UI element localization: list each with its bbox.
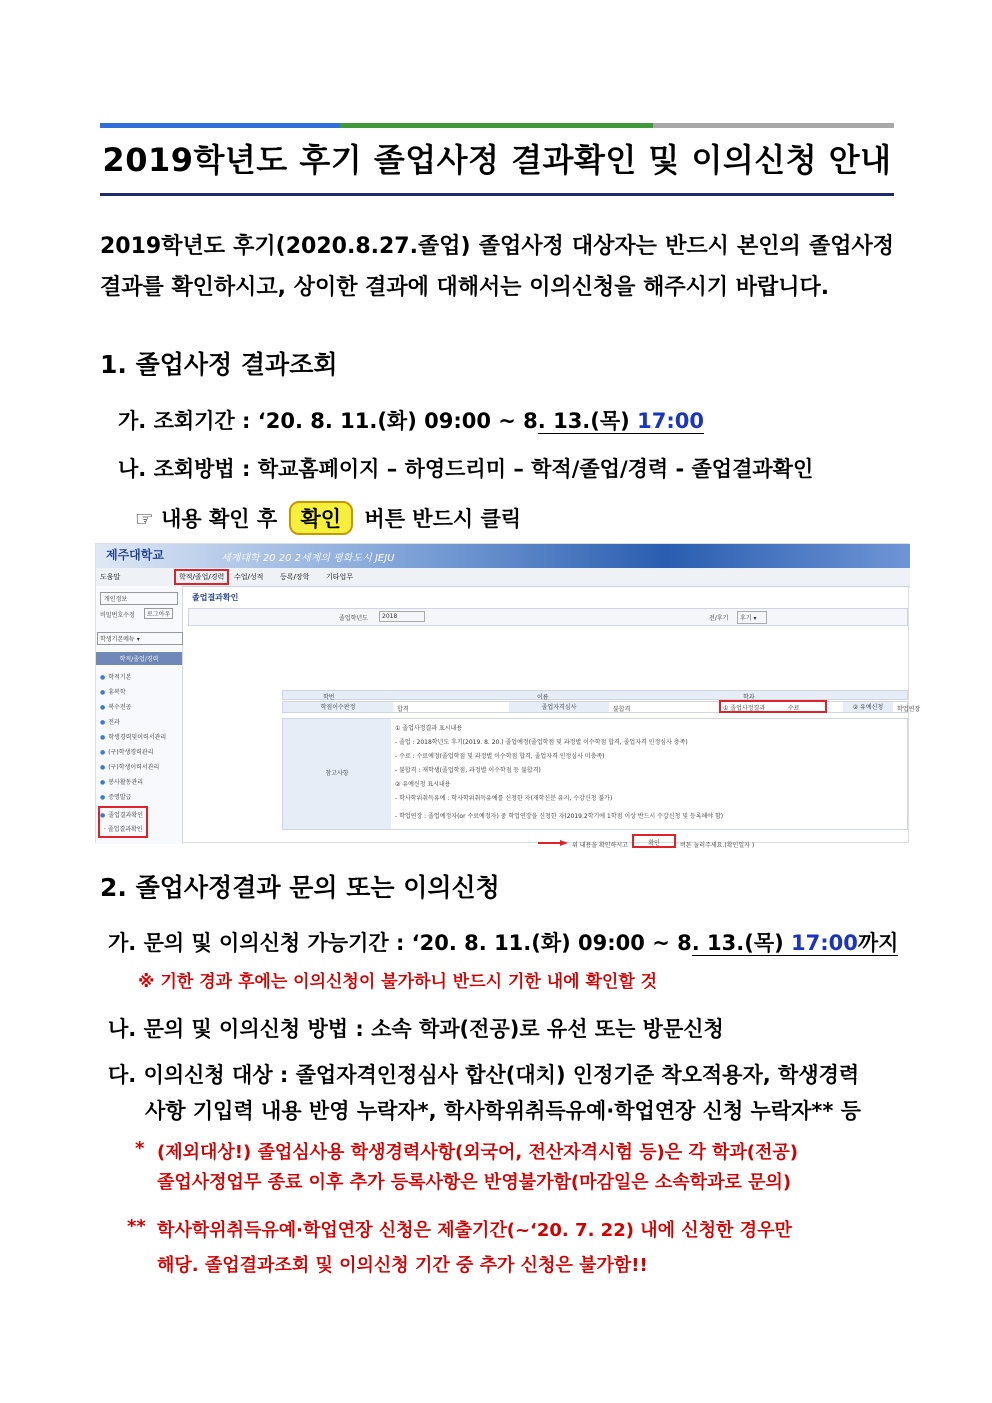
red-arrow-icon [538, 840, 568, 846]
portal-main [186, 586, 921, 849]
graduation-result-highlight: ① 졸업사정결과 수료 [719, 700, 827, 713]
portal-logo: 제주대학교 [106, 548, 164, 562]
year-input[interactable]: 2018 [379, 611, 425, 622]
side-item-5[interactable]: ● (구)학생경력관리 [100, 747, 154, 756]
side-item-6[interactable]: ● (구)학생이력서관리 [100, 762, 159, 771]
section1-method: 나. 조회방법 : 학교홈페이지 – 하영드리미 – 학적/졸업/경력 - 졸업결과확인 [118, 457, 814, 481]
intro-paragraph: 2019학년도 후기(2020.8.27.졸업) 졸업사정 대상자는 반드시 본인의 졸업사정 결과를 확인하시고, 상이한 결과에 대해서는 이의신청을 해주시기 바랍니다. [100, 234, 894, 300]
filter-row: 졸업학년도 2018 전/후기 후기 ▾ [188, 608, 908, 626]
side-item-4[interactable]: ● 학생경력및이력서관리 [100, 732, 166, 741]
section2-target-line1: 다. 이의신청 대상 : 졸업자격인정심사 합산(대치) 인정기준 착오적용자, 학생경력 [108, 1063, 860, 1087]
nav-class[interactable]: 수업/성적 [234, 573, 264, 581]
side-personal-info[interactable]: 개인정보 [100, 592, 178, 605]
nav-register[interactable]: 등록/장학 [280, 573, 310, 581]
page-title: 2019학년도 후기 졸업사정 결과확인 및 이의신청 안내 [102, 141, 892, 179]
portal-nav [96, 568, 910, 587]
portal-header [96, 544, 910, 568]
star2-line2: 해당. 졸업결과조회 및 이의신청 기간 중 추가 신청은 불가함!! [157, 1255, 648, 1276]
nav-etc[interactable]: 기타업무 [326, 573, 354, 581]
student-row: 학번 이름 학과 [282, 690, 908, 700]
nav-academic[interactable]: 학적/졸업/경력 [174, 569, 229, 585]
term-select[interactable]: 후기 ▾ [737, 611, 767, 624]
side-password[interactable]: 비밀번호수정 [100, 612, 135, 619]
section1-period: 가. 조회기간 : ‘20. 8. 11.(화) 09:00 ~ 8. 13.(목) 17:00 [118, 409, 704, 433]
star2-mark: ** [127, 1216, 146, 1237]
side-item-0[interactable]: ● 학적기본 [100, 672, 131, 681]
confirm-button-illustration: 확인 [289, 501, 354, 535]
section2-heading: 2. 졸업사정결과 문의 또는 이의신청 [100, 873, 500, 902]
portal-confirm-button[interactable]: 확인 [632, 834, 676, 848]
side-menu-select[interactable]: 학생기본메뉴 ▾ [97, 632, 183, 645]
section1-heading: 1. 졸업사정 결과조회 [100, 350, 338, 379]
confirm-text-right: 버튼 눌러주세요.(확인일자 ) [680, 842, 755, 849]
section2-period: 가. 문의 및 이의신청 가능기간 : ‘20. 8. 11.(화) 09:00 ~ 8. 13.(목) 17:00까지 [108, 931, 899, 955]
side-section-header: 학적/졸업/경력 [96, 652, 182, 665]
confirm-text-left: 위 내용을 확인하시고 [572, 842, 628, 849]
notes-box: 참고사항 ① 졸업사정결과 표시내용 - 졸업 : 2018학년도 후기(2019. 8. 20.) 졸업예정(졸업학점 및 과정별 이수학점 합격, 졸업자격 인정심사 충족) - 수료 : 수료예정(졸업학점 및 과정별 이수학점 합격, 졸업자격 인정심사 미충족) - 불합격 : 재학생(졸업학점, 과정별 이수학점 등 불합격) ② 유예신청 표시내용 - 학사학위취득유예 : 학사학위취득유예를 신청한 자(재학신분 유지, 수강신청 불가) - 학업연장 : 졸업예정자(or 수료예정자) 중 학업연장을 신청한 자(2019.2학기에 1학점 이상 반드시 수강신청 및 등록해야 함) [282, 718, 908, 830]
side-item-1[interactable]: ● 휴복학 [100, 687, 126, 696]
portal-slogan: 세계대학 20 20 2세계의 평화도시 JEJU [221, 553, 395, 564]
side-item-3[interactable]: ● 전과 [100, 717, 120, 726]
star2-line1: 학사학위취득유예·학업연장 신청은 제출기간(~‘20. 7. 22) 내에 신청한 경우만 [157, 1220, 792, 1241]
star1-line1: (제외대상!) 졸업심사용 학생경력사항(외국어, 전산자격시험 등)은 각 학과(전공) [157, 1142, 799, 1163]
portal-screenshot [95, 543, 921, 849]
nav-help[interactable]: 도움말 [100, 573, 121, 581]
result-row: 학점이수판정 합격 졸업자격심사 불합격 ① 졸업사정결과 수료 ② 유예신청 학업연장 [282, 701, 908, 713]
section1-click-instruction: ☞ 내용 확인 후 확인 버튼 반드시 클릭 [135, 501, 521, 535]
portal-page-title: 졸업결과확인 [192, 593, 239, 602]
side-logout-button[interactable]: 로그아우 [144, 608, 173, 619]
star1-line2: 졸업사정업무 종료 이후 추가 등록사항은 반영불가함(마감일은 소속학과로 문의) [157, 1172, 792, 1193]
star1-mark: * [135, 1138, 145, 1159]
side-item-8[interactable]: ● 증명발급 [100, 792, 131, 801]
title-underline [100, 193, 894, 196]
side-item-9[interactable]: ● 졸업결과확인 [100, 810, 143, 819]
title-color-bar [100, 123, 894, 128]
section2-method: 나. 문의 및 이의신청 방법 : 소속 학과(전공)로 유선 또는 방문신청 [108, 1017, 724, 1041]
side-sub-graduation[interactable]: · 졸업결과확인 [104, 826, 143, 833]
side-item-7[interactable]: ● 봉사활동관리 [100, 777, 143, 786]
section2-target-line2: 사항 기입력 내용 반영 누락자*, 학사학위취득유예·학업연장 신청 누락자** 등 [145, 1099, 861, 1123]
section2-deadline-note: ※ 기한 경과 후에는 이의신청이 불가하니 반드시 기한 내에 확인할 것 [138, 972, 658, 992]
side-item-2[interactable]: ● 복수전공 [100, 702, 131, 711]
portal-sidebar [96, 586, 183, 844]
